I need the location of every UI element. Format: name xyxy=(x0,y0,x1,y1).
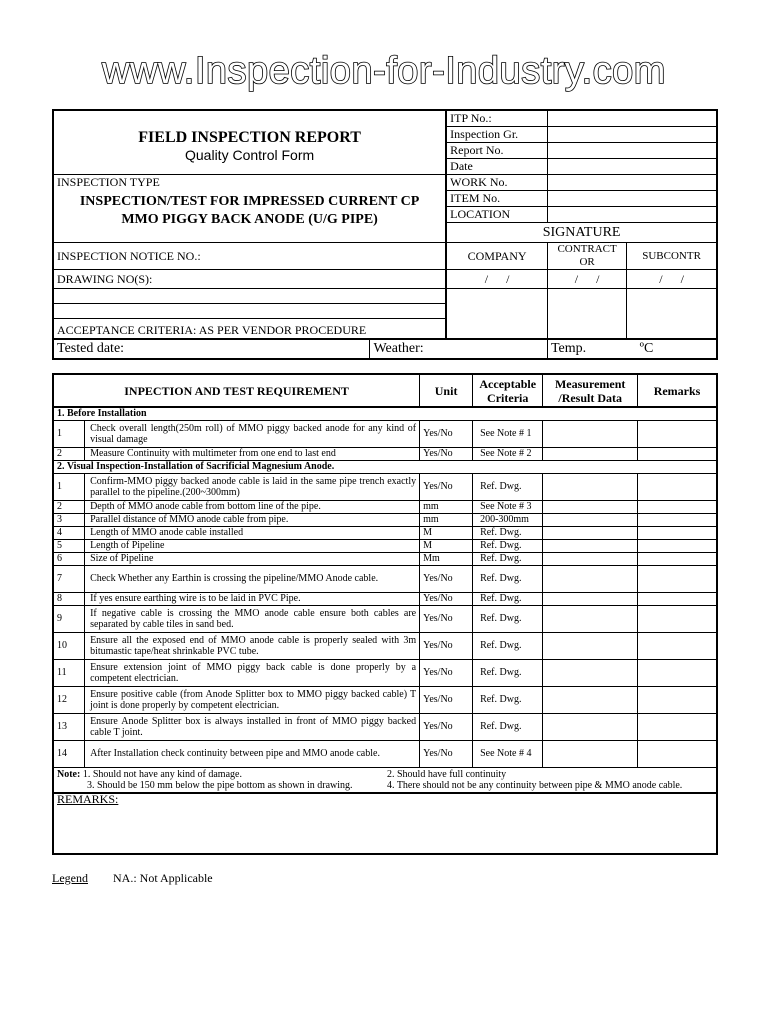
row-unit: Yes/No xyxy=(420,659,473,686)
field-report-no-value[interactable] xyxy=(547,143,717,159)
row-measurement[interactable] xyxy=(543,552,638,565)
temp-unit: ºC xyxy=(639,341,654,356)
row-number: 14 xyxy=(53,740,85,767)
col-criteria-line2: Criteria xyxy=(487,390,529,405)
row-number: 8 xyxy=(53,592,85,605)
row-remarks[interactable] xyxy=(638,513,717,526)
row-measurement[interactable] xyxy=(543,526,638,539)
table-row xyxy=(53,447,717,460)
row-requirement-text: Depth of MMO anode cable from bottom line of the pipe. xyxy=(85,500,420,513)
row-measurement[interactable] xyxy=(543,713,638,740)
company-date[interactable]: / / xyxy=(446,270,547,289)
row-criteria: See Note # 4 xyxy=(473,740,543,767)
row-number: 5 xyxy=(53,539,85,552)
row-criteria: Ref. Dwg. xyxy=(473,659,543,686)
row-requirement-text: Ensure Anode Splitter box is always installed in front of MMO piggy backed cable T joint. xyxy=(85,713,420,740)
row-measurement[interactable] xyxy=(543,592,638,605)
signature-heading: SIGNATURE xyxy=(446,223,717,243)
inspection-type-label: INSPECTION TYPE xyxy=(53,175,446,191)
row-measurement[interactable] xyxy=(543,447,638,460)
row-number: 9 xyxy=(53,605,85,632)
weather-label: Weather: xyxy=(370,339,548,359)
row-number: 4 xyxy=(53,526,85,539)
contractor-date[interactable]: / / xyxy=(547,270,626,289)
note-3: 3. Should be 150 mm below the pipe bottom as shown in drawing. xyxy=(87,779,353,791)
col-measurement-line2: /Result Data xyxy=(558,390,623,405)
row-requirement-text: Length of Pipeline xyxy=(85,539,420,552)
field-location: LOCATION xyxy=(446,207,547,223)
row-number: 10 xyxy=(53,632,85,659)
row-number: 7 xyxy=(53,565,85,592)
row-remarks[interactable] xyxy=(638,500,717,513)
row-criteria: Ref. Dwg. xyxy=(473,686,543,713)
row-remarks[interactable] xyxy=(638,632,717,659)
row-unit: mm xyxy=(420,500,473,513)
table-row xyxy=(53,526,717,539)
acceptance-criteria: ACCEPTANCE CRITERIA: AS PER VENDOR PROCEDURE xyxy=(53,319,446,340)
row-number: 3 xyxy=(53,513,85,526)
row-number: 2 xyxy=(53,500,85,513)
row-criteria: 200-300mm xyxy=(473,513,543,526)
row-remarks[interactable] xyxy=(638,473,717,500)
row-remarks[interactable] xyxy=(638,526,717,539)
row-unit: Yes/No xyxy=(420,632,473,659)
row-measurement[interactable] xyxy=(543,605,638,632)
row-measurement[interactable] xyxy=(543,632,638,659)
row-unit: mm xyxy=(420,513,473,526)
subcontractor-date[interactable]: / / xyxy=(627,270,717,289)
signature-contractor-line1: CONTRACT xyxy=(557,243,617,255)
row-remarks[interactable] xyxy=(638,447,717,460)
row-measurement[interactable] xyxy=(543,659,638,686)
blank-line-2[interactable] xyxy=(53,304,446,319)
row-remarks[interactable] xyxy=(638,713,717,740)
row-requirement-text: Ensure positive cable (from Anode Splitter box to MMO piggy backed cable) T joint is done properly by competent electrician. xyxy=(85,686,420,713)
table-row xyxy=(53,632,717,659)
row-requirement-text: Length of MMO anode cable installed xyxy=(85,526,420,539)
report-subtitle: Quality Control Form xyxy=(185,146,315,163)
field-item-no: ITEM No. xyxy=(446,191,547,207)
row-remarks[interactable] xyxy=(638,740,717,767)
field-work-no-value[interactable] xyxy=(547,175,717,191)
drawing-no-label: DRAWING NO(S): xyxy=(53,270,446,289)
table-row xyxy=(53,659,717,686)
col-remarks: Remarks xyxy=(638,374,717,407)
row-measurement[interactable] xyxy=(543,686,638,713)
row-requirement-text: Check overall length(250m roll) of MMO piggy backed anode for any kind of visual damage xyxy=(85,420,420,447)
row-unit: Yes/No xyxy=(420,473,473,500)
row-criteria: Ref. Dwg. xyxy=(473,539,543,552)
row-remarks[interactable] xyxy=(638,592,717,605)
row-measurement[interactable] xyxy=(543,539,638,552)
row-requirement-text: Size of Pipeline xyxy=(85,552,420,565)
table-row xyxy=(53,686,717,713)
col-measurement-line1: Measurement xyxy=(554,376,626,391)
row-unit: Yes/No xyxy=(420,686,473,713)
field-location-value[interactable] xyxy=(547,207,717,223)
report-title: FIELD INSPECTION REPORT xyxy=(138,128,361,146)
row-remarks[interactable] xyxy=(638,686,717,713)
table-row xyxy=(53,420,717,447)
note-2: 2. Should have full continuity xyxy=(387,768,507,780)
row-criteria: See Note # 3 xyxy=(473,500,543,513)
legend-text: NA.: Not Applicable xyxy=(112,871,213,885)
table-row xyxy=(53,500,717,513)
col-unit: Unit xyxy=(420,374,473,407)
row-requirement-text: Ensure all the exposed end of MMO anode cable is properly sealed with 3m bitumastic tape/heat shrinkable PVC tube. xyxy=(85,632,420,659)
site-banner: www.Inspection-for-Industry.com xyxy=(102,50,666,92)
row-requirement-text: After Installation check continuity between pipe and MMO anode cable. xyxy=(85,740,420,767)
row-unit: Yes/No xyxy=(420,565,473,592)
field-inspection-gr: Inspection Gr. xyxy=(446,127,547,143)
report-header-table xyxy=(52,109,718,360)
table-row xyxy=(53,592,717,605)
row-unit: Mm xyxy=(420,552,473,565)
field-work-no: WORK No. xyxy=(446,175,547,191)
blank-line-1[interactable] xyxy=(53,289,446,304)
row-number: 13 xyxy=(53,713,85,740)
row-unit: Yes/No xyxy=(420,713,473,740)
field-itp-no-value[interactable] xyxy=(547,110,717,127)
row-unit: Yes/No xyxy=(420,420,473,447)
col-requirement: INPECTION AND TEST REQUIREMENT xyxy=(53,374,420,407)
row-requirement-text: Parallel distance of MMO anode cable from pipe. xyxy=(85,513,420,526)
row-unit: Yes/No xyxy=(420,592,473,605)
row-requirement-text: Measure Continuity with multimeter from one end to last end xyxy=(85,447,420,460)
row-criteria: Ref. Dwg. xyxy=(473,713,543,740)
row-remarks[interactable] xyxy=(638,539,717,552)
row-unit: M xyxy=(420,539,473,552)
row-criteria: See Note # 2 xyxy=(473,447,543,460)
section-before-installation: 1. Before Installation xyxy=(53,407,717,420)
remarks-box[interactable] xyxy=(53,793,717,854)
temp-label: Temp. xyxy=(550,341,587,356)
table-row xyxy=(53,473,717,500)
col-criteria-line1: Acceptable xyxy=(479,376,537,391)
signature-contractor-line2: OR xyxy=(579,256,595,268)
row-measurement[interactable] xyxy=(543,500,638,513)
field-report-no: Report No. xyxy=(446,143,547,159)
row-remarks[interactable] xyxy=(638,605,717,632)
row-remarks[interactable] xyxy=(638,659,717,686)
field-itp-no: ITP No.: xyxy=(446,110,547,127)
section-visual-inspection: 2. Visual Inspection-Installation of Sacrificial Magnesium Anode. xyxy=(53,460,717,473)
row-measurement[interactable] xyxy=(543,565,638,592)
row-number: 1 xyxy=(53,473,85,500)
row-measurement[interactable] xyxy=(543,513,638,526)
contractor-signature-box[interactable] xyxy=(547,289,626,340)
table-row xyxy=(53,605,717,632)
company-signature-box[interactable] xyxy=(446,289,547,340)
subcontractor-signature-box[interactable] xyxy=(627,289,717,340)
row-number: 11 xyxy=(53,659,85,686)
row-remarks[interactable] xyxy=(638,565,717,592)
legend-label: Legend xyxy=(52,871,88,885)
table-row xyxy=(53,539,717,552)
row-number: 12 xyxy=(53,686,85,713)
remarks-label: REMARKS: xyxy=(57,792,119,806)
row-criteria: Ref. Dwg. xyxy=(473,473,543,500)
field-date: Date xyxy=(446,159,547,175)
row-criteria: Ref. Dwg. xyxy=(473,592,543,605)
row-criteria: Ref. Dwg. xyxy=(473,605,543,632)
table-row xyxy=(53,740,717,767)
row-measurement[interactable] xyxy=(543,420,638,447)
field-item-no-value[interactable] xyxy=(547,191,717,207)
table-row xyxy=(53,565,717,592)
row-requirement-text: Confirm-MMO piggy backed anode cable is laid in the same pipe trench exactly parallel to the pipeline.(200~300mm) xyxy=(85,473,420,500)
row-criteria: Ref. Dwg. xyxy=(473,552,543,565)
field-date-value[interactable] xyxy=(547,159,717,175)
row-unit: Yes/No xyxy=(420,447,473,460)
row-number: 6 xyxy=(53,552,85,565)
tested-date-label: Tested date: xyxy=(53,339,370,359)
row-requirement-text: If yes ensure earthing wire is to be laid in PVC Pipe. xyxy=(85,592,420,605)
row-number: 2 xyxy=(53,447,85,460)
row-unit: M xyxy=(420,526,473,539)
inspection-notice-label: INSPECTION NOTICE NO.: xyxy=(53,243,446,270)
row-measurement[interactable] xyxy=(543,473,638,500)
row-measurement[interactable] xyxy=(543,740,638,767)
note-label: Note: xyxy=(57,768,81,780)
row-criteria: Ref. Dwg. xyxy=(473,526,543,539)
row-requirement-text: Ensure extension joint of MMO piggy back cable is done properly by a competent electrician. xyxy=(85,659,420,686)
signature-subcontractor: SUBCONTR xyxy=(627,243,717,270)
note-4: 4. There should not be any continuity between pipe & MMO anode cable. xyxy=(387,779,683,791)
table-row xyxy=(53,713,717,740)
row-criteria: See Note # 1 xyxy=(473,420,543,447)
signature-company: COMPANY xyxy=(446,243,547,270)
table-row xyxy=(53,552,717,565)
inspection-type-line1: INSPECTION/TEST FOR IMPRESSED CURRENT CP xyxy=(79,193,420,209)
table-row xyxy=(53,513,717,526)
row-requirement-text: If negative cable is crossing the MMO anode cable ensure both cables are separated by cable tiles in sand bed. xyxy=(85,605,420,632)
row-criteria: Ref. Dwg. xyxy=(473,565,543,592)
row-number: 1 xyxy=(53,420,85,447)
row-requirement-text: Check Whether any Earthin is crossing the pipeline/MMO Anode cable. xyxy=(85,565,420,592)
row-remarks[interactable] xyxy=(638,420,717,447)
row-unit: Yes/No xyxy=(420,605,473,632)
row-criteria: Ref. Dwg. xyxy=(473,632,543,659)
inspection-type-line2: MMO PIGGY BACK ANODE (U/G PIPE) xyxy=(121,211,378,227)
requirements-table xyxy=(52,373,718,855)
field-inspection-gr-value[interactable] xyxy=(547,127,717,143)
row-unit: Yes/No xyxy=(420,740,473,767)
note-1: 1. Should not have any kind of damage. xyxy=(82,768,242,780)
row-remarks[interactable] xyxy=(638,552,717,565)
